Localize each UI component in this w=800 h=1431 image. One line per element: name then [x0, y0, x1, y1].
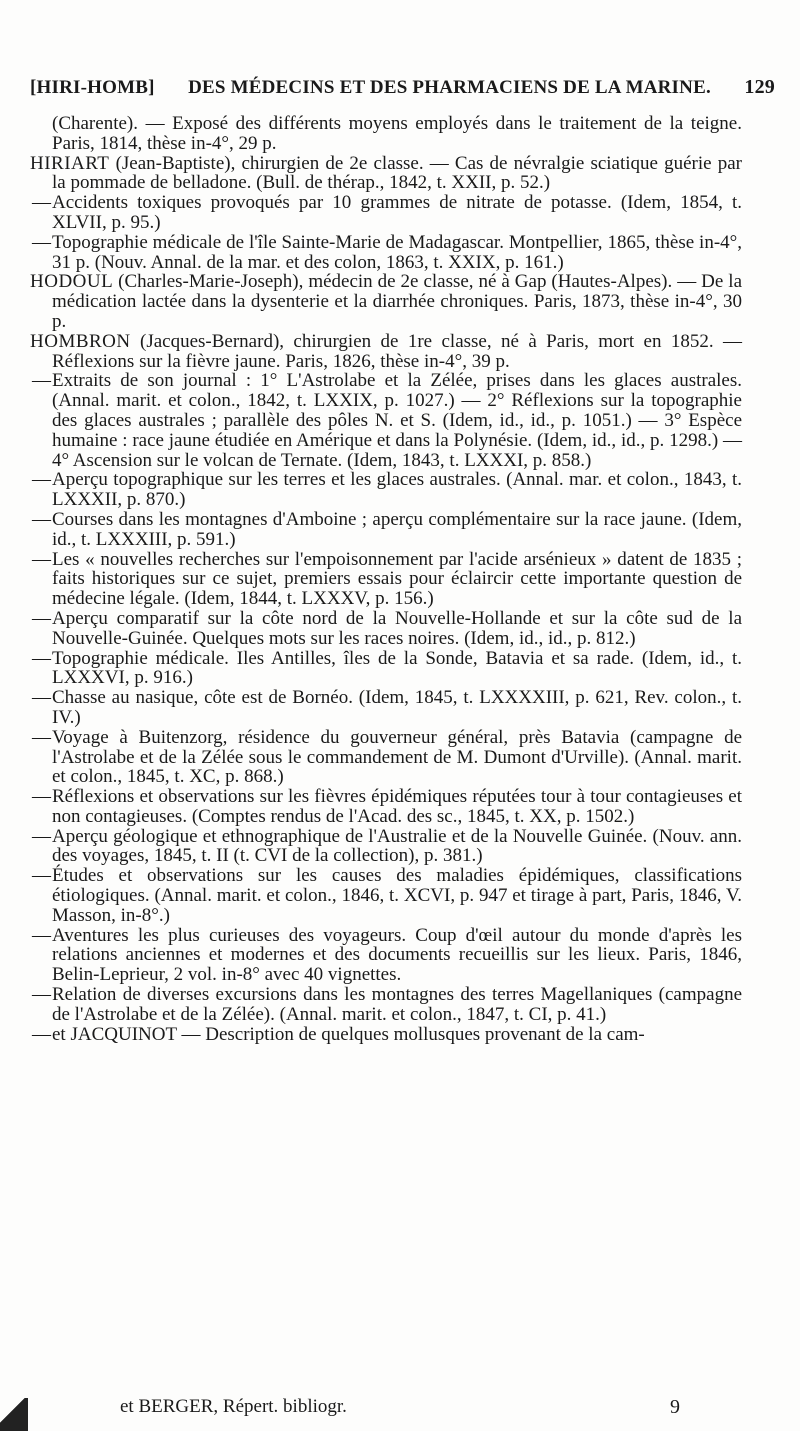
- em-dash-mark: —: [32, 687, 51, 709]
- em-dash-mark: —: [32, 786, 51, 808]
- sub-entry: [30, 1025, 742, 1045]
- em-dash-mark: —: [32, 726, 51, 748]
- signature-mark: 9: [670, 1396, 680, 1418]
- entry-text: Chasse au nasique, côte est de Bornéo. (Idem, 1845, t. LXXXXIII, p. 621, Rev. colon., t. IV.): [52, 687, 742, 728]
- entry-text: Études et observations sur les causes des maladies épidémiques, classifications étiologiques. (Annal. marit. et colon., 1846, t. XCVI, p. 947 et tirage à part, Paris, 1846, V. Masson, in-8°.): [52, 865, 742, 926]
- em-dash-mark: —: [32, 370, 51, 392]
- entry-text: Aperçu topographique sur les terres et les glaces australes. (Annal. mar. et colon., 1843, t. LXXXII, p. 870.): [52, 469, 742, 511]
- entry-text: (Jacques-Bernard), chirurgien de 1re classe, né à Paris, mort en 1852. — Réflexions sur la fièvre jaune. Paris, 1826, thèse in-4°, 39 p.: [52, 330, 742, 372]
- sub-entry: [30, 728, 742, 787]
- sub-entry: [30, 470, 742, 510]
- page-footer: [120, 1396, 720, 1419]
- sub-entry: [30, 233, 742, 273]
- em-dash-mark: —: [32, 607, 51, 629]
- sub-entry: [30, 688, 742, 728]
- em-dash-mark: —: [32, 469, 51, 491]
- entry-text: Voyage à Buitenzorg, résidence du gouverneur général, près Batavia (campagne de l'Astrolabe et de la Zélée sous le commandement de M. Dumont d'Urville). (Annal. marit. et colon., 1845, t. XC, p. 868.): [52, 726, 742, 788]
- em-dash-mark: —: [32, 231, 51, 253]
- continued-entry: (Charente). — Exposé des différents moyens employés dans le traitement de la teigne. Paris, 1814, thèse in-4°, 29 p.: [52, 113, 742, 154]
- entry-text: Relation de diverses excursions dans les montagnes des terres Magellaniques (campagne de l'Astrolabe et de la Zélée). (Annal. marit. et colon., 1847, t. CI, p. 41.): [52, 984, 742, 1025]
- author-name: HIRIART: [30, 152, 110, 174]
- sub-entry: [30, 787, 742, 827]
- sub-entry: [30, 550, 742, 609]
- page-number: 129: [744, 76, 775, 98]
- entry-text: et JACQUINOT — Description de quelques mollusques provenant de la cam-: [52, 1023, 645, 1045]
- entry-text: Les « nouvelles recherches sur l'empoisonnement par l'acide arsénieux » datent de 1835 ; faits historiques sur ce sujet, premiers essais pour éclaircir cette importante question de médecine légale. (Idem, 1844, t. LXXXV, p. 156.): [52, 548, 742, 610]
- sub-entry: [30, 985, 742, 1025]
- entry-text: Aperçu géologique et ethnographique de l'Australie et de la Nouvelle Guinée. (Nouv. ann. des voyages, 1845, t. II (t. CVI de la collection), p. 381.): [52, 825, 742, 867]
- em-dash-mark: —: [32, 1023, 51, 1045]
- bibliography-body: [30, 114, 742, 1044]
- corner-mark: [0, 1398, 28, 1431]
- footer-text: et BERGER, Répert. bibliogr.: [120, 1396, 347, 1417]
- entry-text: Aperçu comparatif sur la côte nord de la Nouvelle-Hollande et sur la côte sud de la Nouvelle-Guinée. Quelques mots sur les races noires. (Idem, id., id., p. 812.): [52, 607, 742, 649]
- author-entry: [30, 154, 742, 194]
- entry-text: Aventures les plus curieuses des voyageurs. Coup d'œil autour du monde d'après les relations anciennes et modernes et des documents recueillis sur les lieux. Paris, 1846, Belin-Leprieur, 2 vol. in-8° avec 40 vignettes.: [52, 924, 742, 986]
- entry-text: Extraits de son journal : 1° L'Astrolabe et la Zélée, prises dans les glaces australes. (Annal. marit. et colon., 1842, t. LXXIX, p. 1027.) — 2° Réflexions sur la topographie des glaces australes ; parallèle des pôles N. et S. (Idem, id., id., p. 1051.) — 3° Espèce humaine : race jaune étudiée en Amérique et dans la Polynésie. (Idem, id., id., p. 1298.) — 4° Ascension sur le volcan de Ternate. (Idem, 1843, t. LXXXI, p. 858.): [52, 370, 742, 471]
- entry-text: (Jean-Baptiste), chirurgien de 2e classe. — Cas de névralgie sciatique guérie par la pommade de belladone. (Bull. de thérap., 1842, t. XXII, p. 52.): [52, 152, 742, 194]
- author-name: HODOUL: [30, 271, 114, 293]
- entry-text: Réflexions et observations sur les fièvres épidémiques réputées tour à tour contagieuses et non contagieuses. (Comptes rendus de l'Acad. des sc., 1845, t. XX, p. 1502.): [52, 786, 742, 827]
- header-range: [HIRI-HOMB]: [30, 77, 155, 98]
- entry-text: (Charles-Marie-Joseph), médecin de 2e classe, né à Gap (Hautes-Alpes). — De la médication lactée dans la dysenterie et la diarrhée chroniques. Paris, 1873, thèse in-4°, 30 p.: [52, 271, 742, 332]
- header-title: DES MÉDECINS ET DES PHARMACIENS DE LA MARINE.: [188, 77, 711, 98]
- running-header: [30, 76, 775, 99]
- em-dash-mark: —: [32, 508, 51, 530]
- em-dash-mark: —: [32, 865, 51, 887]
- em-dash-mark: —: [32, 548, 51, 570]
- author-entry: [30, 272, 742, 331]
- em-dash-mark: —: [32, 924, 51, 946]
- sub-entry: [30, 193, 742, 233]
- sub-entry: [30, 609, 742, 649]
- em-dash-mark: —: [32, 825, 51, 847]
- sub-entry: [30, 866, 742, 925]
- em-dash-mark: —: [32, 647, 51, 669]
- sub-entry: [30, 827, 742, 867]
- sub-entry: [30, 649, 742, 689]
- author-entry: [30, 332, 742, 372]
- author-name: HOMBRON: [30, 330, 131, 352]
- em-dash-mark: —: [32, 984, 51, 1006]
- sub-entry: [30, 926, 742, 985]
- entry-text: Topographie médicale. Iles Antilles, îles de la Sonde, Batavia et sa rade. (Idem, id., t. LXXXVI, p. 916.): [52, 647, 742, 689]
- entry-text: Courses dans les montagnes d'Amboine ; aperçu complémentaire sur la race jaune. (Idem, id., t. LXXXIII, p. 591.): [52, 508, 742, 550]
- sub-entry: [30, 510, 742, 550]
- entry-text: Topographie médicale de l'île Sainte-Marie de Madagascar. Montpellier, 1865, thèse in-4°, 31 p. (Nouv. Annal. de la mar. et des colon, 1863, t. XXIX, p. 161.): [52, 231, 742, 273]
- entry-text: Accidents toxiques provoqués par 10 grammes de nitrate de potasse. (Idem, 1854, t. XLVII, p. 95.): [52, 192, 742, 233]
- em-dash-mark: —: [32, 192, 51, 214]
- sub-entry: [30, 371, 742, 470]
